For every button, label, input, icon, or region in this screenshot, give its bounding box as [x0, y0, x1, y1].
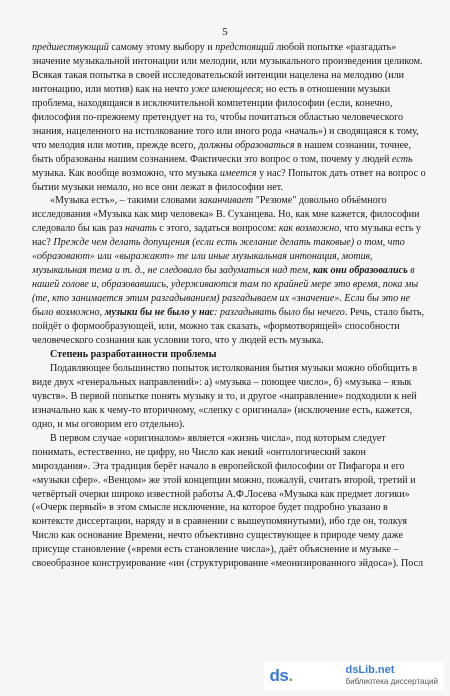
- paragraph: [32, 362, 426, 432]
- paragraph: [32, 41, 426, 194]
- dslib-watermark[interactable]: [264, 662, 444, 690]
- text-run: Прежде чем делать допущения (если есть желание делать таковые) о том, что «образовают» или «выражают» те или иные музыкальная интонация, мотив, музыкальная тема и т. д., не следовало бы задуматься над тем,: [32, 237, 405, 277]
- text-run: как возможно: [278, 223, 340, 235]
- text-run: Подавляющее большинство попыток истолкования бытия музыки можно обобщить в виде двух «генеральных направлений»: а) «музыка – поющее число», б) «музыка – язык чувств». В первой попытке понять музыку и то, и другое «направление» подходили к ней изначально как к чему-то вторичному, «слепку с оригинала» (исключение есть, кажется, одно, и мы оговорим его отдельно).: [32, 362, 418, 430]
- watermark-title: dsLib.net: [345, 664, 395, 676]
- text-run: с этого, задаться вопросом:: [156, 223, 279, 235]
- text-run: имеется: [219, 167, 257, 179]
- text-run: образоваться: [235, 139, 295, 151]
- text-run: как они образовались: [312, 265, 408, 277]
- text-run: (структурирование «меонизированного эйдоса»). Посл: [184, 558, 424, 570]
- text-run: , что музыка есть у нас?: [32, 223, 421, 249]
- text-run: предстоящий: [215, 42, 274, 53]
- document-body: [32, 41, 426, 571]
- text-run: начать: [125, 223, 157, 235]
- paragraph: [32, 432, 426, 572]
- text-run: В первом случае «оригиналом» является «жизнь числа», под которым следует понимать, естественно, не цифру, но Число как некий «онтологический закон мироздания». Эта традиция берёт начало в европейской философии от Пифагора и его «музыки сфер». «Венцом» же этой концепции можно, пожалуй, считать второй, третий и четвёртый очерки широко известной работы А.Ф.Лосева «Музыка как предмет логики» («Очерк первый» в этом смысле исключение, на которое будет подробно указано в контексте диссертации, наряду и в сравнении с вышеупомянутыми), ибо где он, толкуя Число как основание Времени, нечто объективно существующее в природе чему даже присуще становление («время есть становление числа»), даёт объяснение и музыке – своеобразное конструирование «ин: [32, 432, 416, 570]
- watermark-subtitle: библиотека диссертаций: [345, 677, 438, 686]
- text-run: предшествующий: [32, 42, 109, 53]
- text-run: заканчивает: [198, 195, 254, 207]
- page-number: 5: [222, 26, 228, 38]
- text-run: самому этому выбору и: [108, 42, 216, 53]
- text-run: музыка. Как вообще возможно, что музыка: [32, 167, 220, 179]
- text-run: «Музыка есть», – такими словами: [50, 195, 199, 207]
- text-run: ; но есть в отношении музыки проблема, находящаяся в исключительной компетенции философии (если, конечно, философия по-прежнему претендует на то, чтобы почитаться областью человеческого знания, нацеленного на истолкование того или иного рода «началь») и сводящаяся к тому, что мелодия или мотив, прежде всего, должны: [32, 83, 419, 151]
- text-run: музыки бы не было у нас: [104, 307, 215, 319]
- text-run: . Речь, стало быть, пойдёт о формообразующей, или, можно так сказать, «формотворящей» способности человеческого сознания как условии того, что у людей есть музыка.: [32, 307, 424, 347]
- text-run: в нашей голове и, образовавшись, удерживаются там по крайней мере это время, пока мы (те, кто занимается этим разгадыванием) разгадываем их «значение». Если бы это не было возможно,: [32, 265, 419, 319]
- text-run: "Резюме" довольно объёмного исследования «Музыка как мир человека» В. Суханцева. Но, как мне кажется, философии следовало бы как раз: [32, 195, 420, 235]
- dslib-logo-icon: ds.: [269, 666, 293, 685]
- text-run: нечего: [317, 307, 345, 319]
- text-run: в нашем сознании, точнее, быть образованы нашим сознанием. Фактически это вопрос о том, почему у людей: [32, 139, 412, 165]
- text-run: : разгадывать было бы: [214, 307, 318, 319]
- paragraph: [32, 194, 426, 347]
- text-run: любой попытке «разгадать» значение музыкальной интонации или мелодии, или музыкального произведения целиком. Всякая такая попытка в своей исследовательской интенции нацелена на мелодию (или интонацию, или мотив) как на нечто: [32, 42, 423, 95]
- text-run: у нас? Попыток дать ответ на вопрос о бытии музыки немало, но все они лежат в философии нет.: [32, 167, 426, 193]
- section-heading: Степень разработанности проблемы: [50, 348, 217, 360]
- text-run: уже имеющееся: [191, 83, 261, 95]
- text-run: есть: [391, 153, 413, 165]
